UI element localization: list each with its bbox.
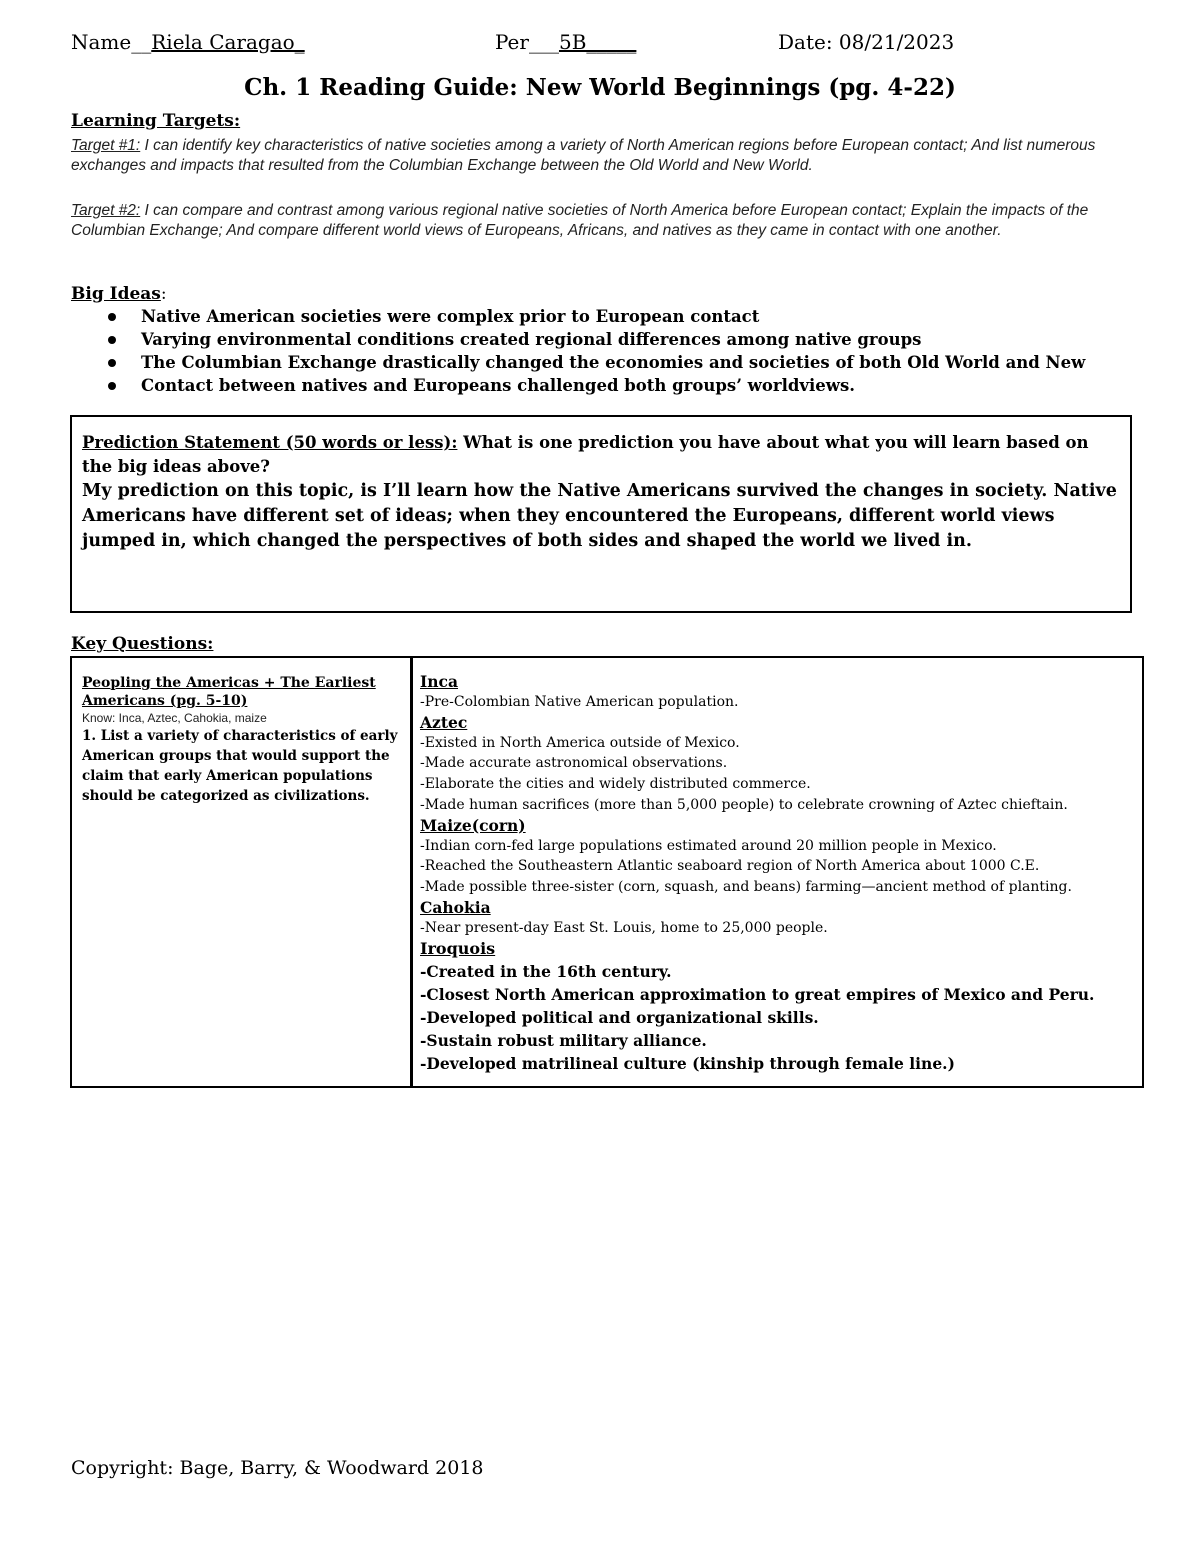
group-line: -Closest North American approximation to great empires of Mexico and Peru. — [420, 985, 1095, 1005]
group-cahokia — [420, 898, 1135, 939]
big-idea-text: Contact between natives and Europeans challenged both groups’ worldviews. — [141, 376, 855, 395]
group-title: Cahokia — [420, 897, 491, 917]
section-title: Peopling the Americas + The Earliest Americans (pg. 5-10) — [82, 675, 376, 709]
period — [495, 30, 636, 54]
student-name — [71, 30, 305, 54]
prediction-question — [82, 431, 1122, 479]
know-terms: Know: Inca, Aztec, Cahokia, maize — [82, 711, 267, 725]
prediction-box — [70, 415, 1132, 613]
group-title: Iroquois — [420, 939, 496, 959]
group-line: -Made accurate astronomical observations. — [420, 755, 728, 772]
target-2-text: I can compare and contrast among various regional native societies of North America before European contact; Explain the impacts of the Columbian Exchange; And compare different world views of Europeans, Africans, and natives as they came in contact with one another. — [71, 202, 1089, 239]
big-idea-text: Native American societies were complex prior to European contact — [141, 307, 760, 326]
date: Date: 08/21/2023 — [778, 30, 955, 54]
name-label: Name__ — [71, 30, 152, 54]
big-idea-text: The Columbian Exchange drastically changed the economies and societies of both Old World and New — [141, 353, 1086, 372]
group-line: -Pre-Colombian Native American population. — [420, 694, 739, 710]
bullet-icon — [108, 313, 116, 321]
question-text: 1. List a variety of characteristics of early American groups that would support the claim that early American populations should be categorized as civilizations. — [82, 728, 398, 804]
group-line: -Indian corn-fed large populations estimated around 20 million people in Mexico. — [420, 837, 997, 854]
group-iroquois — [420, 938, 1135, 1075]
group-aztec — [420, 713, 1135, 816]
prediction-label: Prediction Statement (50 words or less): — [82, 433, 458, 452]
group-line: -Existed in North America outside of Mexico. — [420, 734, 740, 751]
big-idea-item — [108, 374, 1108, 397]
group-line: -Developed matrilineal culture (kinship through female line.) — [420, 1054, 955, 1074]
group-line: -Reached the Southeastern Atlantic seaboard region of North America about 1000 C.E. — [420, 858, 1040, 875]
copyright-footer: Copyright: Bage, Barry, & Woodward 2018 — [71, 1457, 484, 1479]
bullet-icon — [108, 336, 116, 344]
bullet-icon — [108, 359, 116, 367]
big-ideas-label: Big Ideas — [71, 284, 161, 304]
big-idea-item — [108, 351, 1108, 374]
big-idea-item — [108, 328, 1108, 351]
group-inca — [420, 672, 1135, 713]
group-line: -Sustain robust military alliance. — [420, 1031, 707, 1051]
group-line: -Elaborate the cities and widely distributed commerce. — [420, 776, 811, 793]
big-idea-text: Varying environmental conditions created regional differences among native groups — [141, 330, 922, 349]
prediction-question-text: What is one prediction you have about what you will learn based on the big ideas above? — [82, 433, 1089, 476]
big-ideas-list — [108, 305, 1108, 397]
key-questions-table — [70, 656, 1144, 1088]
page-title: Ch. 1 Reading Guide: New World Beginnings (pg. 4-22) — [244, 74, 956, 101]
group-line: -Made human sacrifices (more than 5,000 people) to celebrate crowning of Aztec chieftain. — [420, 796, 1068, 813]
group-line: -Near present-day East St. Louis, home to 25,000 people. — [420, 919, 828, 936]
answer-cell[interactable] — [420, 672, 1135, 1075]
big-idea-item — [108, 305, 1108, 328]
group-title: Maize(corn) — [420, 815, 526, 835]
learning-targets-heading: Learning Targets: — [71, 111, 241, 131]
target-1 — [71, 136, 1141, 176]
period-label: Per___ — [495, 30, 559, 54]
bullet-icon — [108, 382, 116, 390]
big-ideas-colon: : — [160, 284, 167, 304]
target-1-text: I can identify key characteristics of native societies among a variety of North American regions before European contact; And list numerous exchanges and impacts that resulted from the Columbian Exchange between the Old World and New World. — [71, 137, 1096, 174]
prediction-answer[interactable]: My prediction on this topic, is I’ll learn how the Native Americans survived the changes in society. Native Americans have different set of ideas; when they encountered the Europeans, different world views jumped in, which changed the perspectives of both sides and shaped the world we lived in. — [82, 481, 1117, 551]
group-maize — [420, 816, 1135, 898]
group-line: -Developed political and organizational skills. — [420, 1008, 819, 1028]
question-cell — [72, 658, 413, 1086]
group-title: Aztec — [420, 712, 468, 732]
key-questions-heading: Key Questions: — [71, 634, 214, 654]
target-2-label: Target #2: — [71, 202, 141, 219]
period-value: 5B_____ — [558, 30, 637, 54]
group-title: Inca — [420, 672, 459, 691]
target-2 — [71, 201, 1141, 241]
target-1-label: Target #1: — [71, 137, 141, 154]
big-ideas-heading — [71, 284, 167, 304]
group-line: -Made possible three-sister (corn, squash, and beans) farming—ancient method of planting. — [420, 878, 1072, 895]
name-value: Riela Caragao_ — [151, 30, 305, 54]
group-line: -Created in the 16th century. — [420, 962, 672, 982]
